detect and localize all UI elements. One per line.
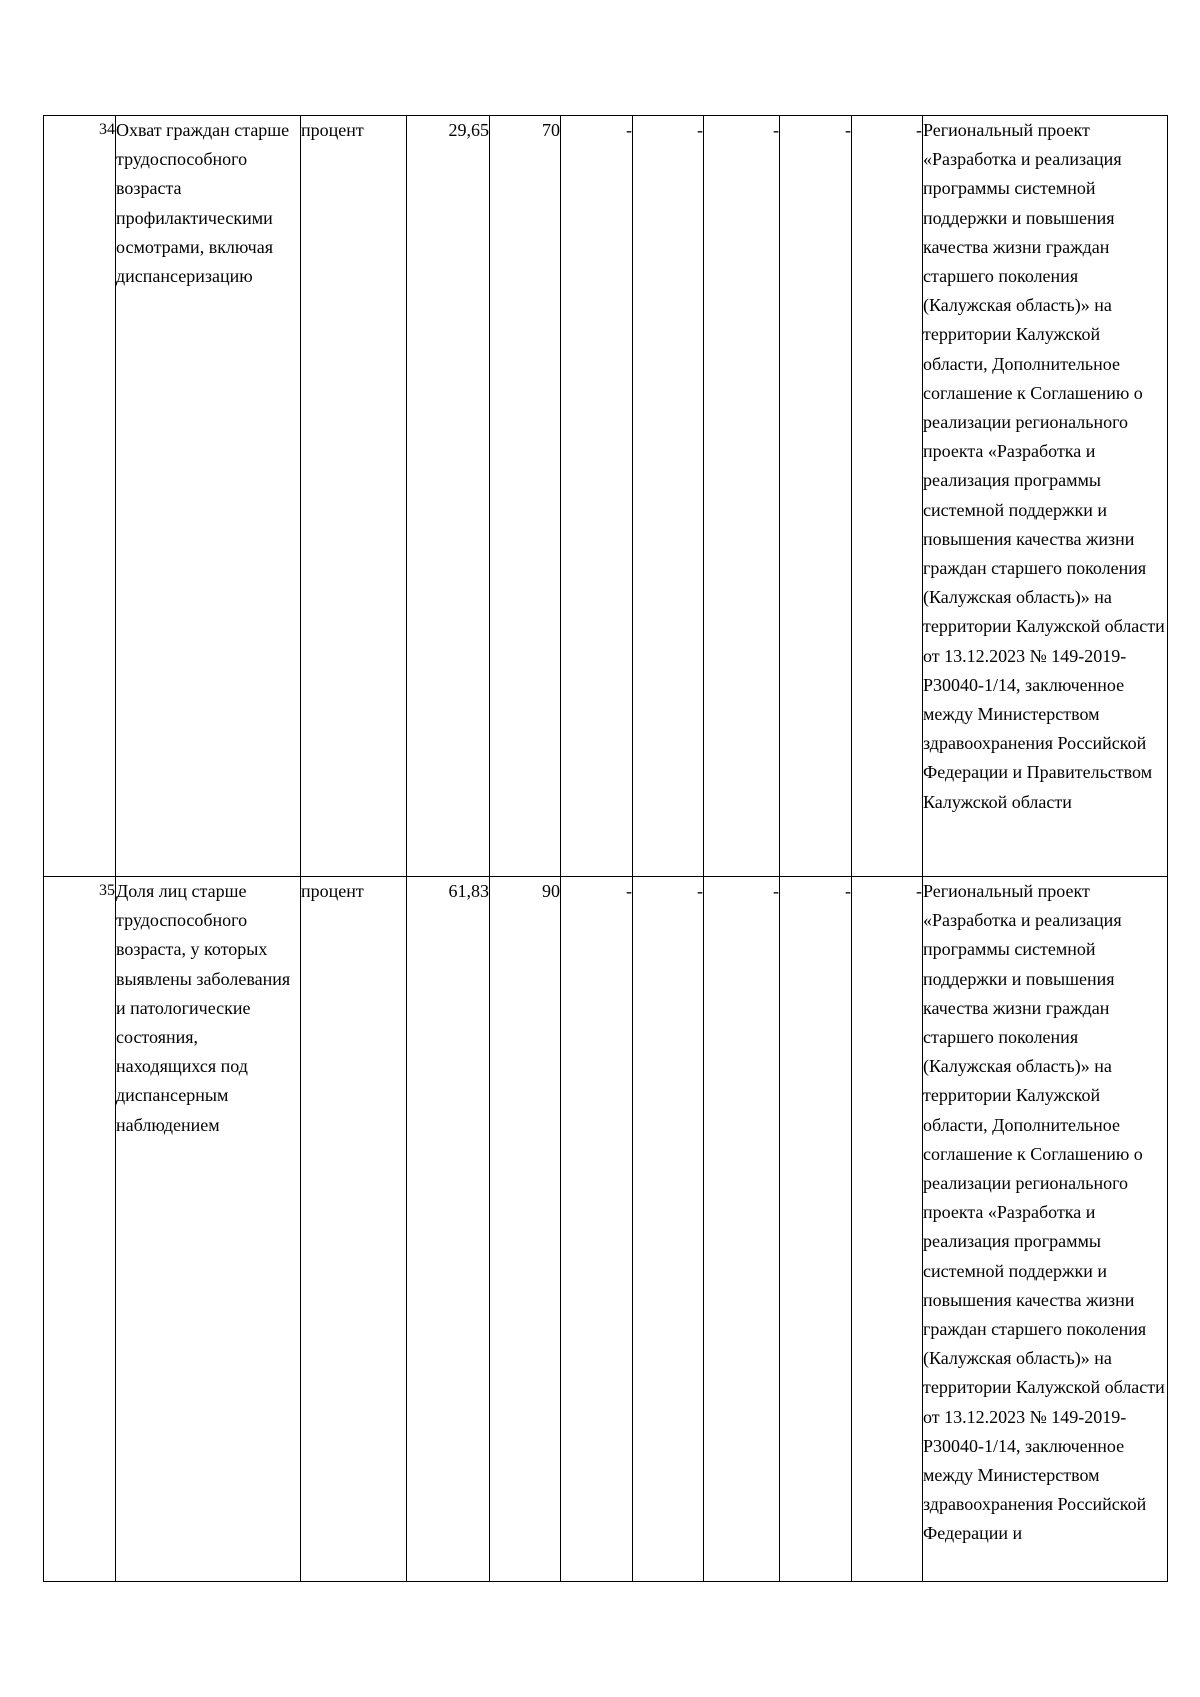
indicator-name-cell: Охват граждан старше трудоспособного возраста профилактическими осмотрами, включая диспансеризацию: [116, 116, 301, 877]
indicator-name-cell: Доля лиц старше трудоспособного возраста, у которых выявлены заболевания и патологические состояния, находящихся под диспансерным наблюдением: [116, 877, 301, 1582]
target-value-cell: 70: [490, 116, 561, 877]
source-document-text: Региональный проект «Разработка и реализация программы системной поддержки и повышения качества жизни граждан старшего поколения (Калужская область)» на территории Калужской области, Дополнительное соглашение к Соглашению о реализации регионального проекта «Разработка и реализация программы системной поддержки и повышения качества жизни граждан старшего поколения (Калужская область)» на территории Калужской области от 13.12.2023 № 149-2019-P30040-1/14, заключенное между Министерством здравоохранения Российской Федерации и: [923, 881, 1165, 1544]
year-value-cell: -: [633, 877, 704, 1582]
year-value-cell: -: [704, 116, 780, 877]
source-document-cell: [923, 116, 1168, 877]
year-value-cell: -: [561, 877, 633, 1582]
row-number: 34: [99, 121, 115, 138]
year-value-cell: -: [780, 877, 852, 1582]
year-value-cell: -: [780, 116, 852, 877]
year-value-cell: -: [704, 877, 780, 1582]
year-value-cell: -: [852, 116, 923, 877]
row-number-cell: [44, 116, 116, 877]
row-number: 35: [99, 882, 115, 899]
unit-cell: процент: [301, 116, 407, 877]
source-document-cell: [923, 877, 1168, 1582]
target-value-cell: 90: [490, 877, 561, 1582]
table-row: [44, 877, 1168, 1582]
year-value-cell: -: [561, 116, 633, 877]
base-value-cell: 29,65: [407, 116, 490, 877]
indicators-table: [43, 115, 1168, 1582]
year-value-cell: -: [852, 877, 923, 1582]
source-document-text: Региональный проект «Разработка и реализация программы системной поддержки и повышения качества жизни граждан старшего поколения (Калужская область)» на территории Калужской области, Дополнительное соглашение к Соглашению о реализации регионального проекта «Разработка и реализация программы системной поддержки и повышения качества жизни граждан старшего поколения (Калужская область)» на территории Калужской области от 13.12.2023 № 149-2019-P30040-1/14, заключенное между Министерством здравоохранения Российской Федерации и Правительством Калужской области: [923, 120, 1165, 812]
row-number-cell: [44, 877, 116, 1582]
year-value-cell: -: [633, 116, 704, 877]
table-row: [44, 116, 1168, 877]
unit-cell: процент: [301, 877, 407, 1582]
base-value-cell: 61,83: [407, 877, 490, 1582]
